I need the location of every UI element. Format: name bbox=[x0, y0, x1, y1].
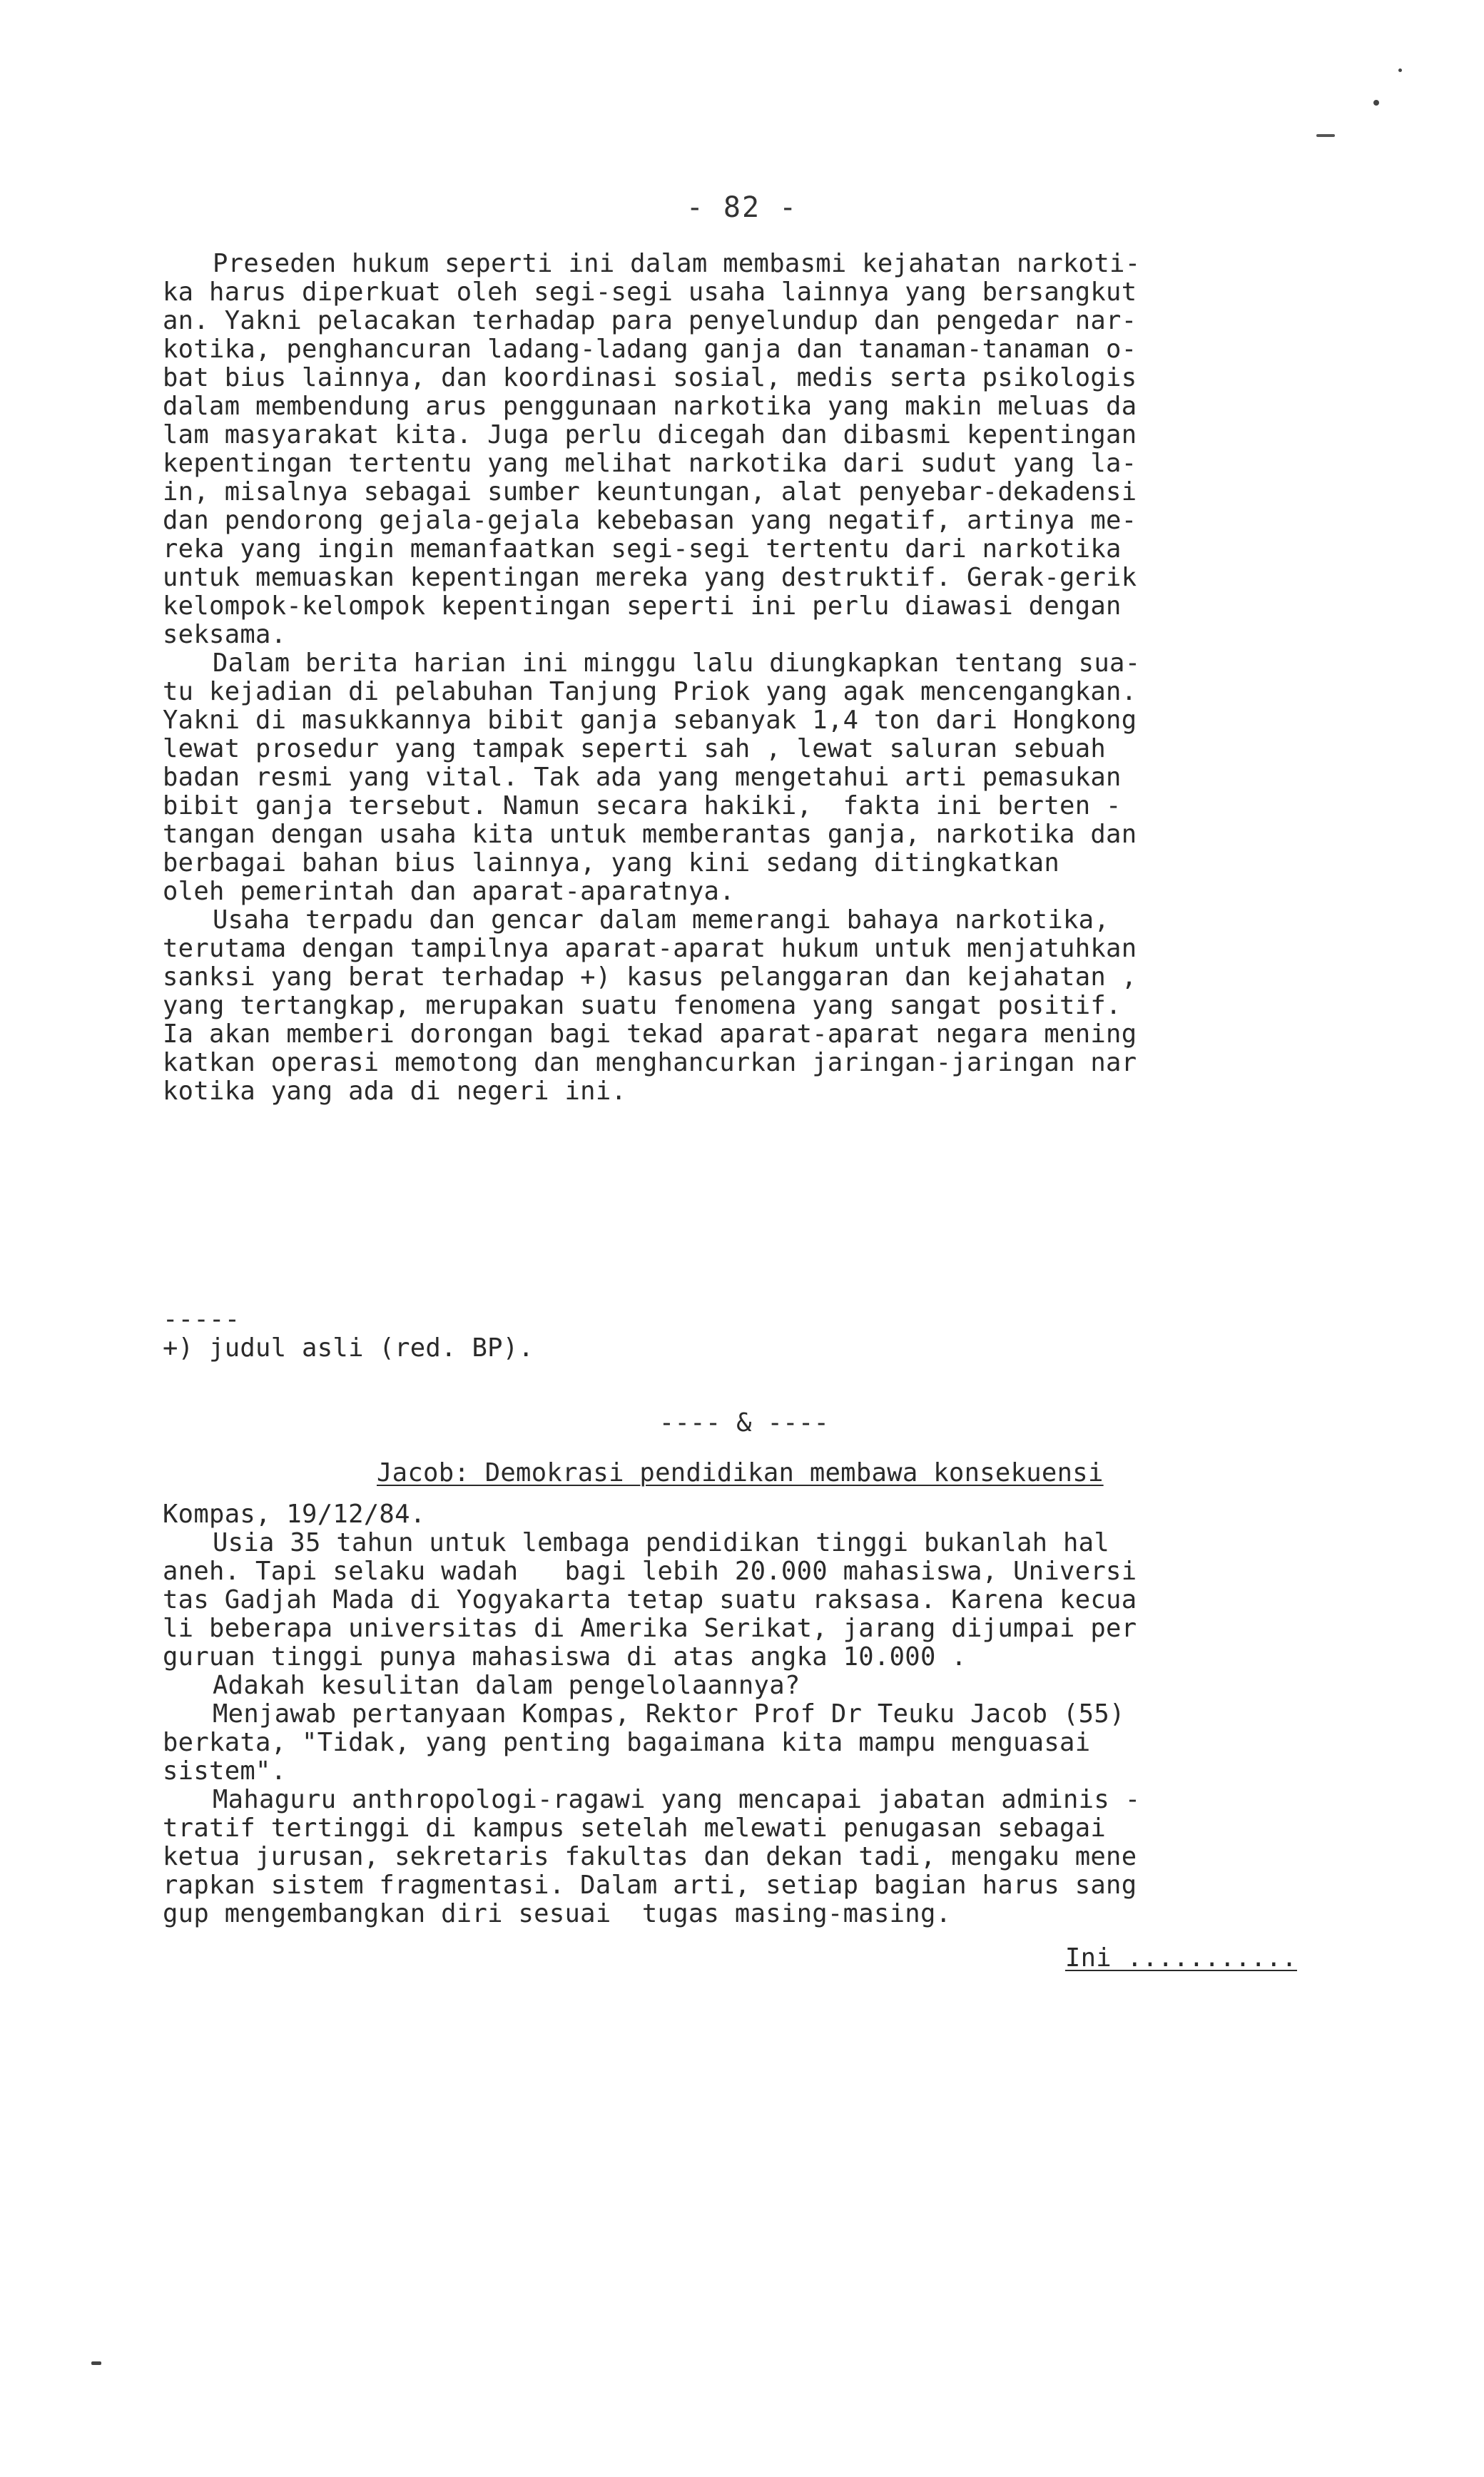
text-line: dalam membendung arus penggunaan narkotika yang makin meluas da bbox=[163, 392, 1137, 421]
article-body-2 bbox=[163, 1459, 1326, 1973]
text-line: oleh pemerintah dan aparat-aparatnya. bbox=[163, 877, 735, 906]
text-line: kepentingan tertentu yang melihat narkotika dari sudut yang la- bbox=[163, 449, 1137, 478]
text-line: Mahaguru anthropologi-ragawi yang mencapai jabatan adminis - bbox=[213, 1785, 1141, 1814]
text-line: Usaha terpadu dan gencar dalam memerangi bahaya narkotika, bbox=[213, 905, 1110, 935]
text-line: ketua jurusan, sekretaris fakultas dan dekan tadi, mengaku mene bbox=[163, 1842, 1137, 1871]
text-line: terutama dengan tampilnya aparat-aparat hukum untuk menjatuhkan bbox=[163, 934, 1137, 963]
article-source: Kompas, 19/12/84. bbox=[163, 1500, 426, 1529]
text-line: bibit ganja tersebut. Namun secara hakiki, fakta ini berten - bbox=[163, 791, 1122, 820]
text-line: rapkan sistem fragmentasi. Dalam arti, setiap bagian harus sang bbox=[163, 1871, 1137, 1900]
text-line: Dalam berita harian ini minggu lalu diungkapkan tentang sua- bbox=[213, 649, 1141, 678]
text-line: kotika yang ada di negeri ini. bbox=[163, 1077, 627, 1106]
footnote bbox=[163, 1306, 1326, 1363]
scan-speck bbox=[1398, 68, 1402, 72]
text-line: Usia 35 tahun untuk lembaga pendidikan tinggi bukanlah hal bbox=[213, 1528, 1110, 1557]
continuation-marker: Ini ........... bbox=[1064, 1943, 1297, 1973]
text-line: kelompok-kelompok kepentingan seperti ini perlu diawasi dengan bbox=[163, 591, 1122, 621]
text-line: sanksi yang berat terhadap +) kasus pelanggaran dan kejahatan , bbox=[163, 962, 1137, 992]
article-body-1 bbox=[163, 250, 1326, 1106]
text-line: tangan dengan usaha kita untuk memberantas ganja, narkotika dan bbox=[163, 820, 1137, 849]
text-line: lewat prosedur yang tampak seperti sah , lewat saluran sebuah bbox=[163, 734, 1107, 763]
text-line: seksama. bbox=[163, 620, 287, 649]
scan-speck bbox=[1373, 100, 1379, 106]
scan-speck bbox=[1316, 134, 1335, 137]
text-line: aneh. Tapi selaku wadah bagi lebih 20.000 mahasiswa, Universi bbox=[163, 1557, 1137, 1586]
footnote-text: +) judul asli (red. BP). bbox=[163, 1333, 534, 1363]
section-separator: ---- & ---- bbox=[659, 1408, 830, 1438]
text-line: tas Gadjah Mada di Yogyakarta tetap suatu raksasa. Karena kecua bbox=[163, 1585, 1137, 1614]
text-line: bat bius lainnya, dan koordinasi sosial, medis serta psikologis bbox=[163, 363, 1137, 392]
text-line: lam masyarakat kita. Juga perlu dicegah dan dibasmi kepentingan bbox=[163, 420, 1137, 449]
text-line: li beberapa universitas di Amerika Serikat, jarang dijumpai per bbox=[163, 1614, 1137, 1643]
scan-speck bbox=[91, 2361, 101, 2365]
text-line: badan resmi yang vital. Tak ada yang mengetahui arti pemasukan bbox=[163, 763, 1122, 792]
footnote-rule: ----- bbox=[163, 1305, 240, 1334]
text-line: Adakah kesulitan dalam pengelolaannya? bbox=[213, 1671, 801, 1700]
text-line: Menjawab pertanyaan Kompas, Rektor Prof Dr Teuku Jacob (55) bbox=[213, 1699, 1125, 1729]
text-line: dan pendorong gejala-gejala kebebasan yang negatif, artinya me- bbox=[163, 506, 1137, 535]
text-line: kotika, penghancuran ladang-ladang ganja dan tanaman-tanaman o- bbox=[163, 335, 1137, 364]
text-line: Yakni di masukkannya bibit ganja sebanyak 1,4 ton dari Hongkong bbox=[163, 706, 1137, 735]
text-line: katkan operasi memotong dan menghancurkan jaringan-jaringan nar bbox=[163, 1048, 1137, 1077]
text-line: gup mengembangkan diri sesuai tugas masing-masing. bbox=[163, 1899, 952, 1928]
text-line: Preseden hukum seperti ini dalam membasmi kejahatan narkoti- bbox=[213, 249, 1141, 278]
text-line: Ia akan memberi dorongan bagi tekad aparat-aparat negara mening bbox=[163, 1019, 1137, 1049]
page-number: - 82 - bbox=[686, 191, 798, 224]
text-line: yang tertangkap, merupakan suatu fenomena yang sangat positif. bbox=[163, 991, 1122, 1020]
text-line: guruan tinggi punya mahasiswa di atas angka 10.000 . bbox=[163, 1642, 967, 1672]
text-line: ka harus diperkuat oleh segi-segi usaha lainnya yang bersangkut bbox=[163, 278, 1137, 307]
text-line: reka yang ingin memanfaatkan segi-segi tertentu dari narkotika bbox=[163, 534, 1122, 564]
article-title: Jacob: Demokrasi pendidikan membawa konsekuensi bbox=[377, 1458, 1104, 1487]
text-line: tratif tertinggi di kampus setelah melewati penugasan sebagai bbox=[163, 1814, 1107, 1843]
text-line: tu kejadian di pelabuhan Tanjung Priok yang agak mencengangkan. bbox=[163, 677, 1137, 706]
text-line: untuk memuaskan kepentingan mereka yang destruktif. Gerak-gerik bbox=[163, 563, 1137, 592]
text-line: in, misalnya sebagai sumber keuntungan, alat penyebar-dekadensi bbox=[163, 477, 1137, 507]
text-line: an. Yakni pelacakan terhadap para penyelundup dan pengedar nar- bbox=[163, 306, 1137, 335]
text-line: berbagai bahan bius lainnya, yang kini sedang ditingkatkan bbox=[163, 848, 1060, 878]
text-line: sistem". bbox=[163, 1756, 287, 1786]
text-line: berkata, "Tidak, yang penting bagaimana kita mampu menguasai bbox=[163, 1728, 1091, 1757]
